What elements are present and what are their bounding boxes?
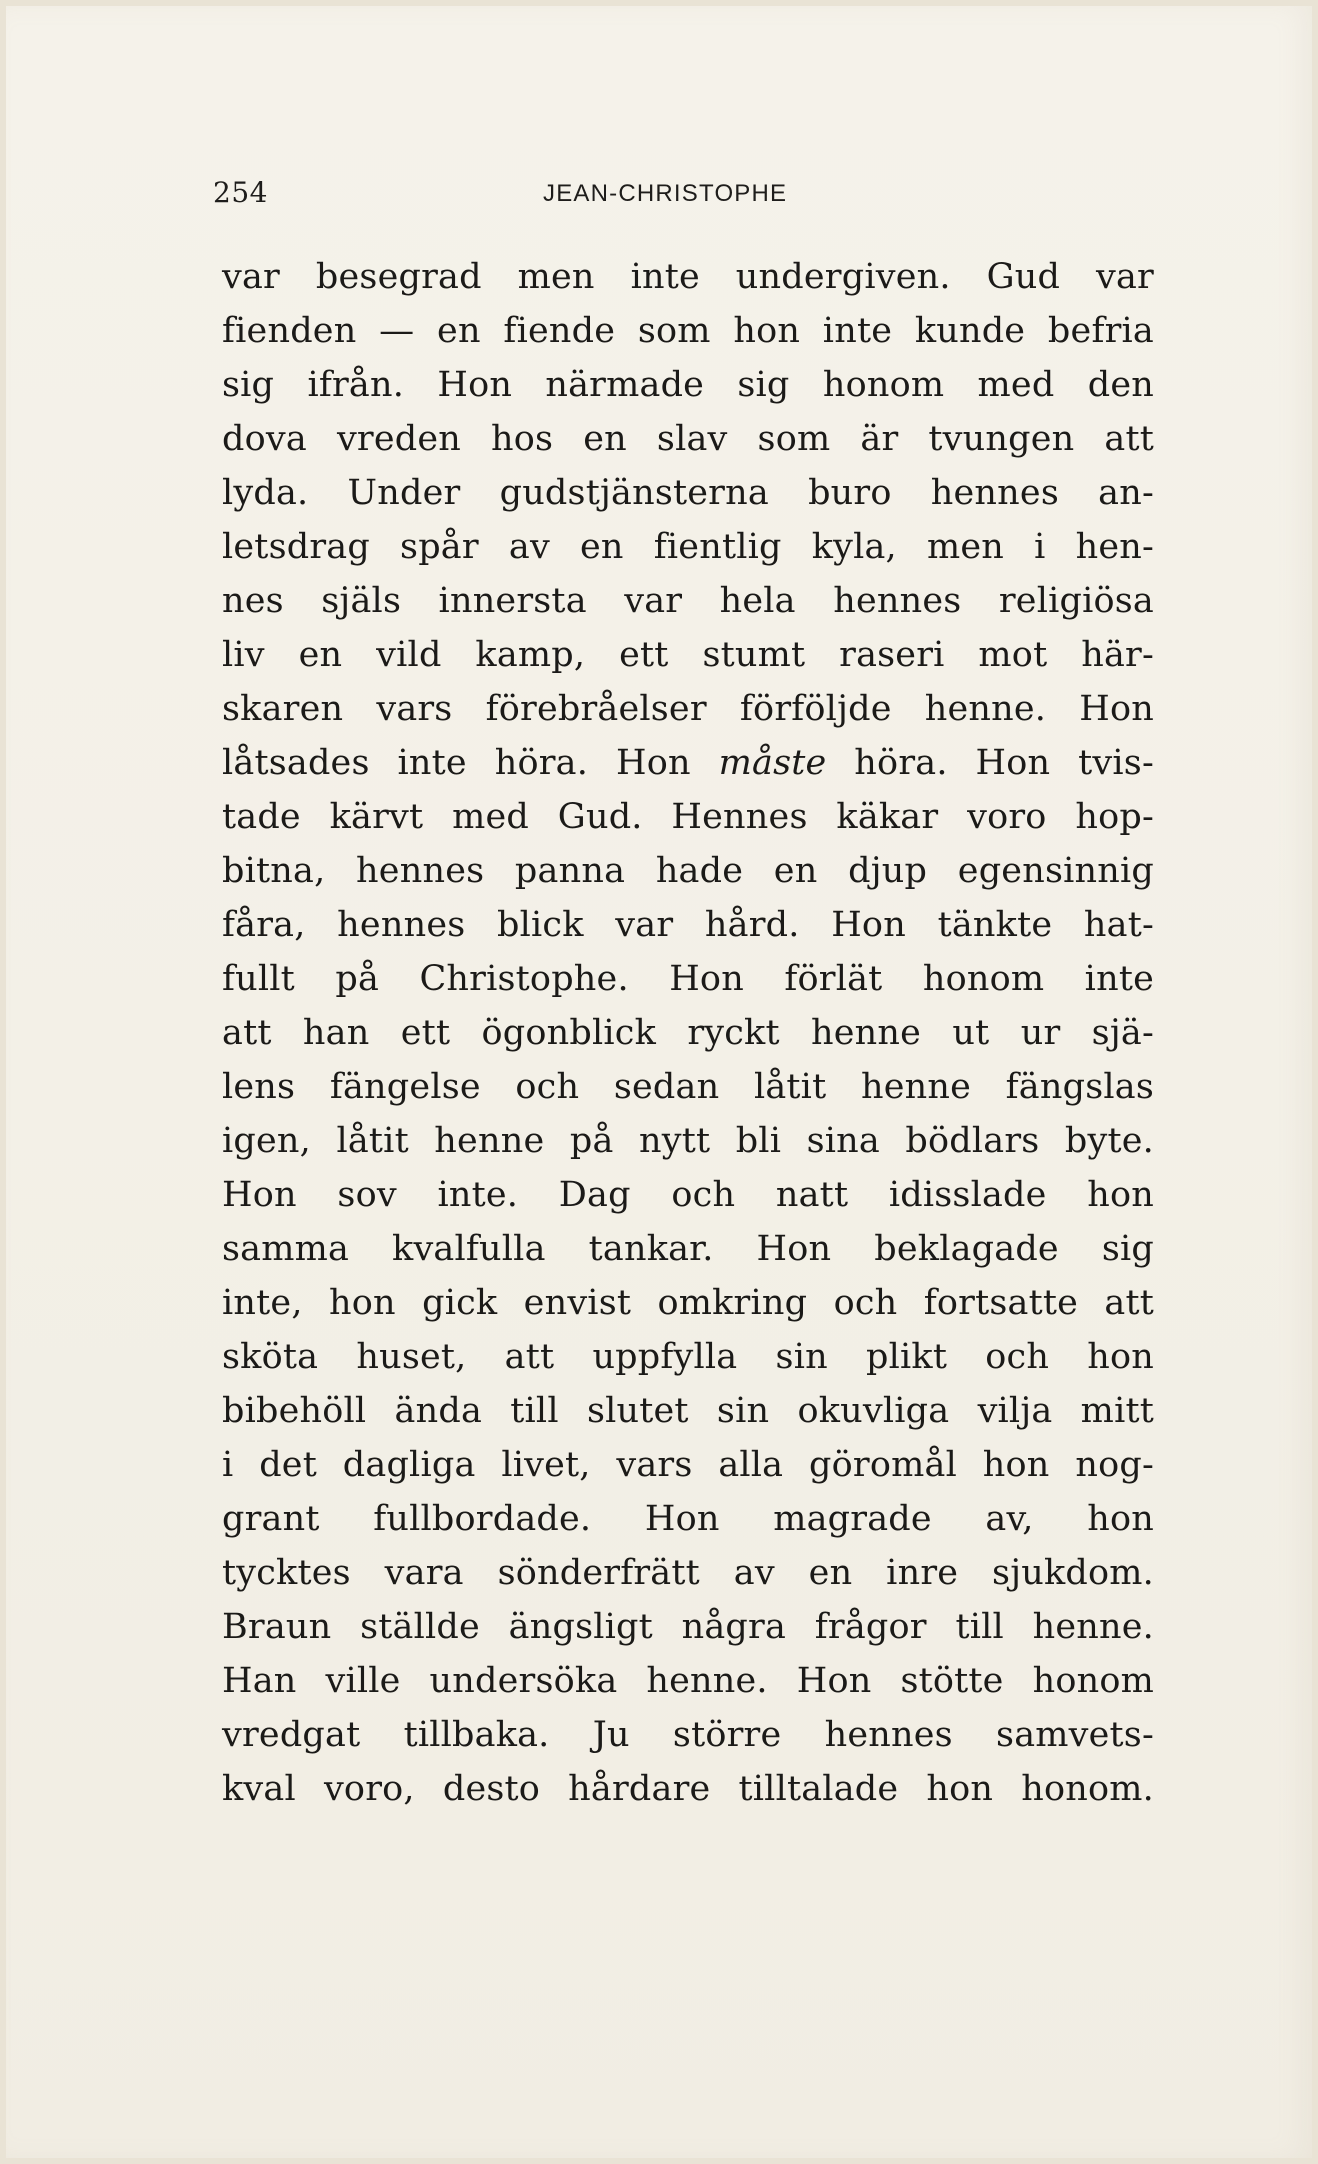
text-line: lyda. Under gudstjänsterna buro hennes an- xyxy=(222,473,1154,513)
emphasized-word: måste xyxy=(718,743,827,783)
text-line: liv en vild kamp, ett stumt raseri mot här- xyxy=(222,635,1154,675)
text-line: sig ifrån. Hon närmade sig honom med den xyxy=(222,365,1154,405)
body-text xyxy=(222,250,1154,1816)
text-line: igen, låtit henne på nytt bli sina bödlars byte. xyxy=(222,1121,1154,1161)
text-line: kval voro, desto hårdare tilltalade hon honom. xyxy=(222,1769,1154,1809)
text-line: Braun ställde ängsligt några frågor till henne. xyxy=(222,1607,1154,1647)
text-line: fullt på Christophe. Hon förlät honom inte xyxy=(222,959,1154,999)
text-line: fåra, hennes blick var hård. Hon tänkte hat- xyxy=(222,905,1154,945)
text-line: skaren vars förebråelser förföljde henne. Hon xyxy=(222,689,1154,729)
text-line: fienden — en fiende som hon inte kunde befria xyxy=(222,311,1154,351)
text-line: grant fullbordade. Hon magrade av, hon xyxy=(222,1499,1154,1539)
text-line: var besegrad men inte undergiven. Gud var xyxy=(222,257,1154,297)
text-line: samma kvalfulla tankar. Hon beklagade sig xyxy=(222,1229,1154,1269)
running-head-title: JEAN-CHRISTOPHE xyxy=(543,180,788,207)
text-line: Han ville undersöka henne. Hon stötte honom xyxy=(222,1661,1154,1701)
text-line: i det dagliga livet, vars alla göromål hon nog- xyxy=(222,1445,1154,1485)
text-line-with-emphasis xyxy=(222,736,1154,790)
text-line: lens fängelse och sedan låtit henne fängslas xyxy=(222,1067,1154,1107)
text-line: inte, hon gick envist omkring och fortsatte att xyxy=(222,1283,1154,1323)
text-line: Hon sov inte. Dag och natt idisslade hon xyxy=(222,1175,1154,1215)
page-number: 254 xyxy=(213,176,268,209)
text-line: sköta huset, att uppfylla sin plikt och hon xyxy=(222,1337,1154,1377)
text-line: att han ett ögonblick ryckt henne ut ur sjä- xyxy=(222,1013,1154,1053)
text-line: letsdrag spår av en fientlig kyla, men i hen- xyxy=(222,527,1154,567)
line-text-after: höra. Hon tvis- xyxy=(826,743,1154,783)
text-line: dova vreden hos en slav som är tvungen att xyxy=(222,419,1154,459)
text-line: vredgat tillbaka. Ju större hennes samvets- xyxy=(222,1715,1154,1755)
text-line: bibehöll ända till slutet sin okuvliga vilja mitt xyxy=(222,1391,1154,1431)
line-text-before: låtsades inte höra. Hon xyxy=(222,743,719,783)
text-line: nes själs innersta var hela hennes religiösa xyxy=(222,581,1154,621)
text-line: tade kärvt med Gud. Hennes käkar voro hop- xyxy=(222,797,1154,837)
text-line: tycktes vara sönderfrätt av en inre sjukdom. xyxy=(222,1553,1154,1593)
text-line: bitna, hennes panna hade en djup egensinnig xyxy=(222,851,1154,891)
